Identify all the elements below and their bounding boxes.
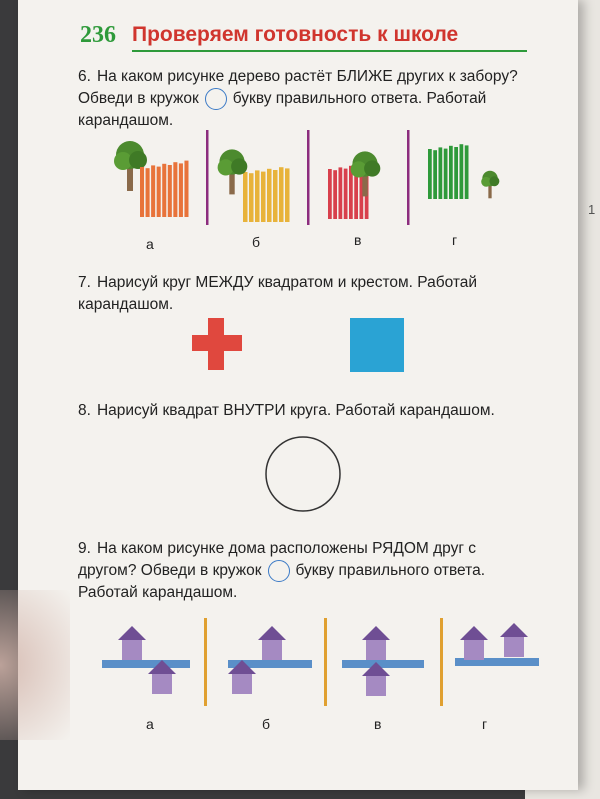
divider-line: [440, 618, 443, 706]
house-icon: [500, 623, 528, 657]
q6-panels: [114, 130, 499, 225]
option-g-label: г: [482, 716, 488, 732]
divider-line: [324, 618, 327, 706]
question-number: 6.: [78, 68, 91, 85]
fence-icon: [243, 167, 290, 222]
option-v-label: в: [374, 716, 382, 732]
question-number: 8.: [78, 402, 91, 419]
q7-shapes: [190, 316, 420, 376]
question-number: 7.: [78, 274, 91, 291]
option-b-label: б: [262, 716, 271, 732]
house-icon: [118, 626, 146, 660]
question-text-cont: букву правильного ответа. Работай карандашом.: [78, 562, 485, 602]
fence-icon: [140, 161, 189, 217]
shelf-bar: [102, 660, 190, 668]
divider-line: [206, 130, 209, 225]
question-8: [78, 400, 538, 422]
red-cross: [192, 318, 242, 370]
option-v-label: в: [354, 232, 362, 248]
divider-line: [307, 130, 310, 225]
page-title: Проверяем готовность к школе: [132, 23, 459, 46]
next-page-fragment: 1: [588, 202, 596, 217]
question-text-cont: букву правильного ответа. Работай карандашом.: [78, 90, 487, 130]
tree-icon: [481, 171, 499, 199]
question-7: [78, 272, 538, 316]
question-9: [78, 538, 538, 604]
option-a-label: а: [146, 236, 154, 252]
question-text: Нарисуй круг МЕЖДУ квадратом и крестом. Работай карандашом.: [78, 274, 478, 313]
divider-line: [204, 618, 207, 706]
answer-circle-icon: [268, 560, 290, 582]
question-text: Нарисуй квадрат ВНУТРИ круга. Работай карандашом.: [96, 402, 495, 419]
divider-line: [407, 130, 410, 225]
option-a-label: а: [146, 716, 154, 732]
question-6: [78, 66, 538, 132]
question-text: На каком рисунке дерево растёт БЛИЖЕ других к забору? Обведи в кружок: [78, 68, 518, 108]
option-g-label: г: [452, 232, 458, 248]
header-underline: [132, 50, 527, 52]
q8-circle: [265, 436, 345, 516]
q9-panels: [102, 618, 539, 706]
answer-circle-icon: [205, 88, 227, 110]
finger-shadow: [0, 590, 70, 740]
q9-illustrations: [100, 618, 540, 708]
question-number: 9.: [78, 540, 91, 557]
q6-illustrations: [110, 135, 530, 235]
page-number: 236: [80, 22, 116, 48]
tree-icon: [218, 149, 248, 194]
shelf-bar: [342, 660, 424, 668]
option-b-label: б: [252, 234, 261, 250]
house-icon: [362, 626, 390, 660]
fence-icon: [428, 144, 469, 199]
blue-square: [350, 318, 404, 372]
question-text: На каком рисунке дома расположены РЯДОМ друг с другом? Обведи в кружок: [78, 540, 477, 580]
house-icon: [460, 626, 488, 660]
house-icon: [258, 626, 286, 660]
